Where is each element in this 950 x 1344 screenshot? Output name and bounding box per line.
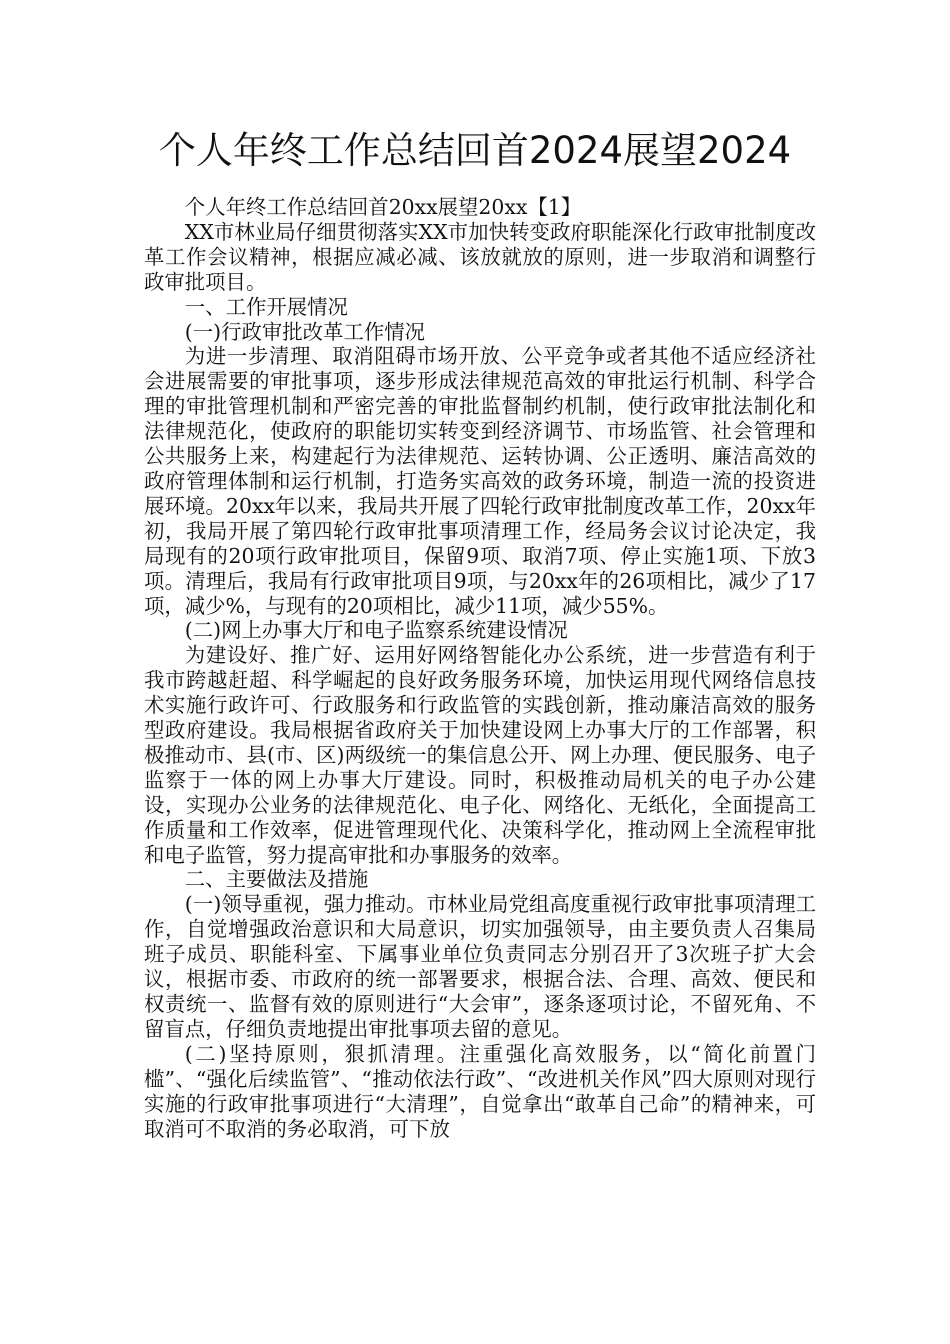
section-heading-2: 二、主要做法及措施: [184, 867, 369, 892]
paragraph-leadership: (一)领导重视，强力推动。市林业局党组高度重视行政审批事项清理工作，自觉增强政治意识和大局意识，切实加强领导，由主要负责人召集局班子成员、职能科室、下属事业单位负责同志分别召开了3次班子扩大会议，根据市委、市政府的统一部署要求，根据合法、合理、高效、便民和权责统一、监督有效的原则进行“大会审”，逐条逐项讨论，不留死角、不留盲点，仔细负责地提出审批事项去留的意见。: [144, 892, 816, 1041]
document-body: [144, 195, 816, 1141]
paragraph-intro: XX市林业局仔细贯彻落实XX市加快转变政府职能深化行政审批制度改革工作会议精神，根据应减必减、该放就放的原则，进一步取消和调整行政审批项目。: [144, 219, 816, 294]
paragraph-online-hall: 为建设好、推广好、运用好网络智能化办公系统，进一步营造有利于我市跨越赶超、科学崛起的良好政务服务环境，加快运用现代网络信息技术实施行政许可、行政服务和行政监管的实践创新，推动廉洁高效的服务型政府建设。我局根据省政府关于加快建设网上办事大厅的工作部署，积极推动市、县(市、区)两级统一的集信息公开、网上办理、便民服务、电子监察于一体的网上办事大厅建设。同时，积极推动局机关的电子办公建设，实现办公业务的法律规范化、电子化、网络化、无纸化，全面提高工作质量和工作效率，促进管理现代化、决策科学化，推动网上全流程审批和电子监管，努力提高审批和办事服务的效率。: [144, 643, 816, 867]
paragraph-approval-reform: 为进一步清理、取消阻碍市场开放、公平竞争或者其他不适应经济社会进展需要的审批事项，逐步形成法律规范高效的审批运行机制、科学合理的审批管理机制和严密完善的审批监督制约机制，使行政审批法制化和法律规范化，使政府的职能切实转变到经济调节、市场监管、社会管理和公共服务上来，构建起行为法律规范、运转协调、公正透明、廉洁高效的政府管理体制和运行机制，打造务实高效的政务环境，制造一流的投资进展环境。20xx年以来，我局共开展了四轮行政审批制度改革工作，20xx年初，我局开展了第四轮行政审批事项清理工作，经局务会议讨论决定，我局现有的20项行政审批项目，保留9项、取消7项、停止实施1项、下放3项。清理后，我局有行政审批项目9项，与20xx年的26项相比，减少了17项，减少%，与现有的20项相比，减少11项，减少55%。: [144, 344, 816, 618]
paragraph-subtitle: 个人年终工作总结回首20xx展望20xx【1】: [184, 195, 582, 219]
section-heading-1: 一、工作开展情况: [184, 294, 348, 319]
paragraph-principles: (二)坚持原则，狠抓清理。注重强化高效服务，以“简化前置门槛”、“强化后续监管”、“推动依法行政”、“改进机关作风”四大原则对现行实施的行政审批事项进行“大清理”，自觉拿出“敢革自己命”的精神来，可取消可不取消的务必取消，可下放: [144, 1041, 816, 1141]
document-title: 个人年终工作总结回首2024展望2024: [158, 129, 792, 172]
subsection-heading-1-2: (二)网上办事大厅和电子监察系统建设情况: [184, 618, 568, 643]
subsection-heading-1-1: (一)行政审批改革工作情况: [184, 319, 426, 344]
